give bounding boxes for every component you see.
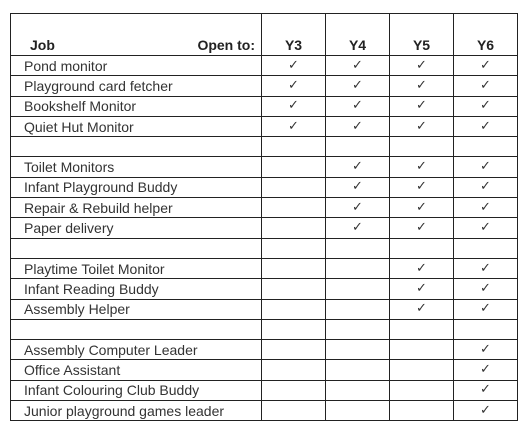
job-name: Junior playground games leader bbox=[11, 401, 262, 421]
job-name: Quiet Hut Monitor bbox=[11, 116, 262, 136]
empty-cell bbox=[390, 319, 454, 339]
empty-cell bbox=[262, 137, 326, 157]
empty-cell bbox=[262, 279, 326, 299]
empty-cell bbox=[262, 157, 326, 177]
open-to-label: Open to: bbox=[197, 37, 255, 53]
empty-cell bbox=[326, 238, 390, 258]
job-name bbox=[11, 137, 262, 157]
table-row bbox=[11, 360, 518, 380]
check-mark-icon: ✓ bbox=[454, 96, 518, 116]
table-row bbox=[11, 198, 518, 218]
table-row bbox=[11, 76, 518, 96]
table-row bbox=[11, 157, 518, 177]
jobs-table-body bbox=[11, 56, 518, 421]
check-mark-icon: ✓ bbox=[390, 218, 454, 238]
check-mark-icon: ✓ bbox=[454, 76, 518, 96]
check-mark-icon: ✓ bbox=[390, 258, 454, 278]
empty-cell bbox=[262, 238, 326, 258]
check-mark-icon: ✓ bbox=[262, 116, 326, 136]
check-mark-icon: ✓ bbox=[454, 157, 518, 177]
empty-cell bbox=[262, 340, 326, 360]
table-row bbox=[11, 218, 518, 238]
job-name: Playtime Toilet Monitor bbox=[11, 258, 262, 278]
check-mark-icon: ✓ bbox=[454, 218, 518, 238]
check-mark-icon: ✓ bbox=[454, 360, 518, 380]
check-mark-icon: ✓ bbox=[454, 116, 518, 136]
check-mark-icon: ✓ bbox=[326, 198, 390, 218]
empty-cell bbox=[262, 198, 326, 218]
table-row bbox=[11, 96, 518, 116]
table-row bbox=[11, 279, 518, 299]
check-mark-icon: ✓ bbox=[390, 279, 454, 299]
check-mark-icon: ✓ bbox=[326, 157, 390, 177]
empty-cell bbox=[326, 340, 390, 360]
check-mark-icon: ✓ bbox=[390, 96, 454, 116]
header-row bbox=[11, 14, 518, 56]
empty-cell bbox=[262, 258, 326, 278]
empty-cell bbox=[326, 279, 390, 299]
empty-cell bbox=[262, 360, 326, 380]
empty-cell bbox=[326, 380, 390, 400]
empty-cell bbox=[390, 340, 454, 360]
check-mark-icon: ✓ bbox=[326, 218, 390, 238]
job-name: Infant Colouring Club Buddy bbox=[11, 380, 262, 400]
empty-cell bbox=[326, 401, 390, 421]
check-mark-icon: ✓ bbox=[390, 198, 454, 218]
job-name: Playground card fetcher bbox=[11, 76, 262, 96]
empty-cell bbox=[262, 380, 326, 400]
empty-cell bbox=[454, 137, 518, 157]
check-mark-icon: ✓ bbox=[390, 76, 454, 96]
check-mark-icon: ✓ bbox=[262, 56, 326, 76]
empty-cell bbox=[262, 177, 326, 197]
job-name: Assembly Computer Leader bbox=[11, 340, 262, 360]
job-name: Bookshelf Monitor bbox=[11, 96, 262, 116]
empty-cell bbox=[326, 299, 390, 319]
check-mark-icon: ✓ bbox=[390, 177, 454, 197]
job-header-label: Job bbox=[30, 37, 55, 53]
job-name: Infant Playground Buddy bbox=[11, 177, 262, 197]
empty-cell bbox=[390, 360, 454, 380]
empty-cell bbox=[326, 319, 390, 339]
empty-cell bbox=[262, 401, 326, 421]
check-mark-icon: ✓ bbox=[326, 116, 390, 136]
check-mark-icon: ✓ bbox=[326, 96, 390, 116]
empty-cell bbox=[390, 238, 454, 258]
check-mark-icon: ✓ bbox=[390, 56, 454, 76]
year-header-y4: Y4 bbox=[326, 14, 390, 56]
empty-cell bbox=[326, 360, 390, 380]
year-header-y6: Y6 bbox=[454, 14, 518, 56]
job-name: Paper delivery bbox=[11, 218, 262, 238]
job-name: Infant Reading Buddy bbox=[11, 279, 262, 299]
check-mark-icon: ✓ bbox=[390, 116, 454, 136]
job-name bbox=[11, 238, 262, 258]
check-mark-icon: ✓ bbox=[454, 401, 518, 421]
job-name bbox=[11, 319, 262, 339]
job-column-header bbox=[11, 14, 262, 56]
empty-cell bbox=[326, 258, 390, 278]
empty-cell bbox=[262, 319, 326, 339]
year-header-y3: Y3 bbox=[262, 14, 326, 56]
empty-cell bbox=[262, 299, 326, 319]
check-mark-icon: ✓ bbox=[454, 56, 518, 76]
table-row bbox=[11, 299, 518, 319]
check-mark-icon: ✓ bbox=[454, 177, 518, 197]
check-mark-icon: ✓ bbox=[390, 299, 454, 319]
check-mark-icon: ✓ bbox=[326, 177, 390, 197]
check-mark-icon: ✓ bbox=[390, 157, 454, 177]
table-row bbox=[11, 258, 518, 278]
table-row bbox=[11, 116, 518, 136]
table-row bbox=[11, 177, 518, 197]
check-mark-icon: ✓ bbox=[454, 340, 518, 360]
check-mark-icon: ✓ bbox=[454, 198, 518, 218]
empty-cell bbox=[454, 238, 518, 258]
table-row bbox=[11, 340, 518, 360]
check-mark-icon: ✓ bbox=[454, 380, 518, 400]
table-row bbox=[11, 56, 518, 76]
empty-cell bbox=[390, 401, 454, 421]
empty-cell bbox=[262, 218, 326, 238]
jobs-table bbox=[10, 13, 518, 421]
empty-cell bbox=[326, 137, 390, 157]
year-header-y5: Y5 bbox=[390, 14, 454, 56]
check-mark-icon: ✓ bbox=[454, 279, 518, 299]
check-mark-icon: ✓ bbox=[326, 76, 390, 96]
spacer-row bbox=[11, 238, 518, 258]
table-row bbox=[11, 401, 518, 421]
check-mark-icon: ✓ bbox=[262, 76, 326, 96]
check-mark-icon: ✓ bbox=[454, 258, 518, 278]
job-name: Repair & Rebuild helper bbox=[11, 198, 262, 218]
spacer-row bbox=[11, 319, 518, 339]
job-name: Office Assistant bbox=[11, 360, 262, 380]
job-name: Toilet Monitors bbox=[11, 157, 262, 177]
table-row bbox=[11, 380, 518, 400]
spacer-row bbox=[11, 137, 518, 157]
check-mark-icon: ✓ bbox=[262, 96, 326, 116]
empty-cell bbox=[390, 137, 454, 157]
job-name: Pond monitor bbox=[11, 56, 262, 76]
check-mark-icon: ✓ bbox=[326, 56, 390, 76]
job-name: Assembly Helper bbox=[11, 299, 262, 319]
check-mark-icon: ✓ bbox=[454, 299, 518, 319]
empty-cell bbox=[390, 380, 454, 400]
empty-cell bbox=[454, 319, 518, 339]
